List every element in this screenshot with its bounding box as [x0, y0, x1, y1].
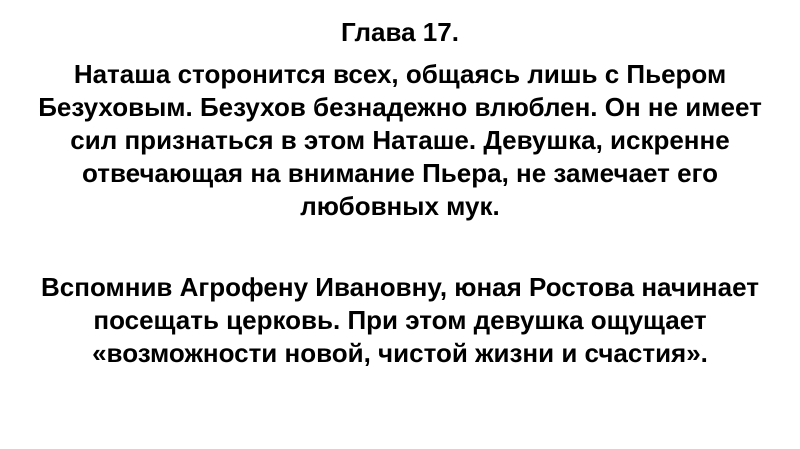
- paragraph-1: [0, 58, 800, 223]
- text-line: Наташа сторонится всех, общаясь лишь с Пьером: [73, 59, 727, 89]
- page-title: Глава 17.: [341, 17, 459, 47]
- text-line: Вспомнив Агрофену Ивановну, юная Ростова начинает: [41, 272, 759, 302]
- text-line: посещать церковь. При этом девушка ощущает: [93, 305, 707, 335]
- text-line: отвечающая на внимание Пьера, не замечает его: [82, 158, 718, 188]
- text-line: «возможности новой, чистой жизни и счастия».: [92, 338, 708, 368]
- text-line: любовных мук.: [300, 191, 500, 221]
- text-line: сил признаться в этом Наташе. Девушка, искренне: [70, 125, 730, 155]
- text-line: Безуховым. Безухов безнадежно влюблен. Он не имеет: [38, 92, 762, 122]
- paragraph-2: [0, 271, 800, 370]
